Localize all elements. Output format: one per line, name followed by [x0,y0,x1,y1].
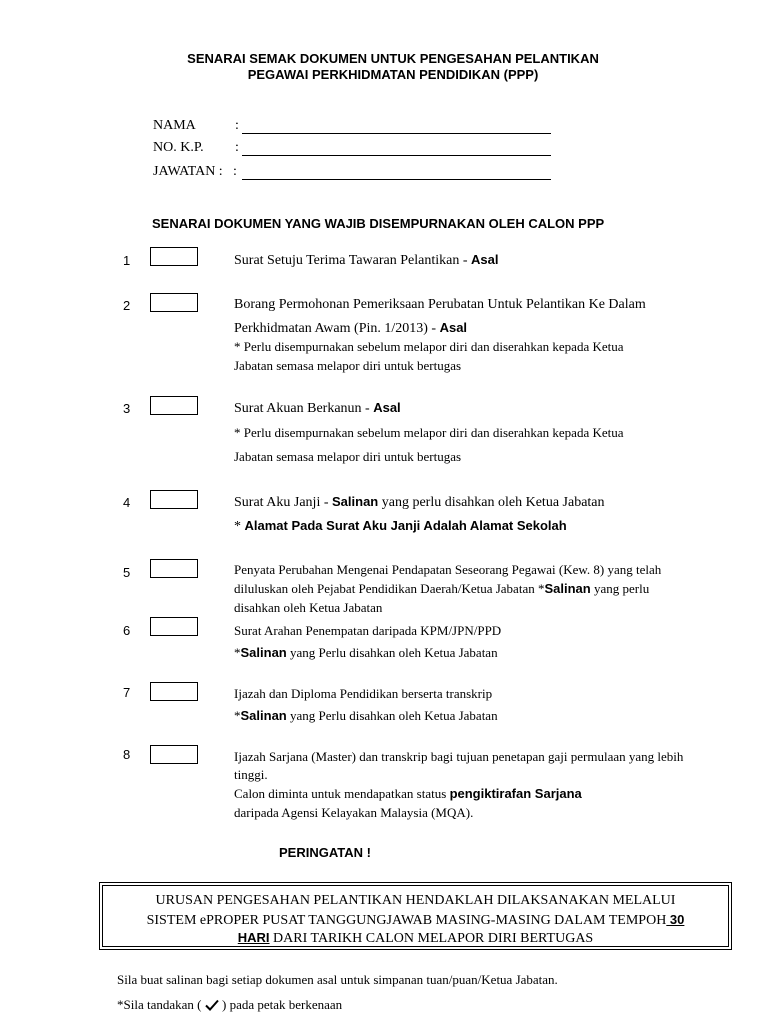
section-title: SENARAI DOKUMEN YANG WAJIB DISEMPURNAKAN OLEH CALON PPP [152,216,605,231]
item-8-checkbox[interactable] [150,745,198,764]
checkmark-icon [205,997,219,1016]
warning-line-2: SISTEM ePROPER PUSAT TANGGUNGJAWAB MASING-MASING DALAM TEMPOH 30 [146,912,685,928]
jawatan-colon: : [233,164,237,179]
item-1-checkbox[interactable] [150,247,198,266]
warning-heading: PERINGATAN ! [279,845,371,860]
item-4-line-1: Surat Aku Janji - Salinan yang perlu disahkan oleh Ketua Jabatan [234,494,605,510]
item-5-line-3: disahkan oleh Ketua Jabatan [234,600,383,615]
item-4-checkbox[interactable] [150,490,198,509]
item-6-line-1: Surat Arahan Penempatan daripada KPM/JPN/PPD [234,623,502,638]
item-7-line-1: Ijazah dan Diploma Pendidikan berserta transkrip [234,686,493,701]
item-2-line-2: Perkhidmatan Awam (Pin. 1/2013) - Asal [234,320,468,336]
jawatan-label: JAWATAN : [153,164,223,179]
item-5-line-1: Penyata Perubahan Mengenai Pendapatan Seseorang Pegawai (Kew. 8) yang telah [234,562,662,577]
warning-line-3: HARI DARI TARIKH CALON MELAPOR DIRI BERTUGAS [237,930,594,946]
item-2-note-2: Jabatan semasa melapor diri untuk bertugas [234,358,462,373]
item-8-number: 8 [123,747,131,762]
item-6-number: 6 [123,623,131,638]
item-6-checkbox[interactable] [150,617,198,636]
item-8-line-3: Calon diminta untuk mendapatkan status pengiktirafan Sarjana [234,786,582,801]
item-2-note-1: * Perlu disempurnakan sebelum melapor diri dan diserahkan kepada Ketua [234,339,624,354]
item-1-text: Surat Setuju Terima Tawaran Pelantikan - Asal [234,252,499,268]
warning-box [99,882,732,950]
item-3-line-1: Surat Akuan Berkanun - Asal [234,400,401,416]
item-3-note-2: Jabatan semasa melapor diri untuk bertugas [234,449,462,464]
nokp-label: NO. K.P. [153,140,204,155]
item-5-line-2: diluluskan oleh Pejabat Pendidikan Daerah/Ketua Jabatan *Salinan yang perlu [234,581,650,596]
item-7-checkbox[interactable] [150,682,198,701]
item-7-line-2: *Salinan yang Perlu disahkan oleh Ketua Jabatan [234,708,498,723]
item-3-note-1: * Perlu disempurnakan sebelum melapor diri dan diserahkan kepada Ketua [234,425,624,440]
title-line-1: SENARAI SEMAK DOKUMEN UNTUK PENGESAHAN PELANTIKAN [187,51,599,66]
item-8-line-1: Ijazah Sarjana (Master) dan transkrip bagi tujuan penetapan gaji permulaan yang lebih [234,749,684,764]
item-5-checkbox[interactable] [150,559,198,578]
item-5-number: 5 [123,565,131,580]
item-7-number: 7 [123,685,131,700]
jawatan-field[interactable] [242,179,551,180]
item-3-number: 3 [123,401,131,416]
item-4-line-2: * Alamat Pada Surat Aku Janji Adalah Alamat Sekolah [234,518,567,534]
item-8-line-2: tinggi. [234,767,268,782]
warning-line-1: URUSAN PENGESAHAN PELANTIKAN HENDAKLAH DILAKSANAKAN MELALUI [155,893,676,908]
item-2-number: 2 [123,298,131,313]
item-2-checkbox[interactable] [150,293,198,312]
item-6-line-2: *Salinan yang Perlu disahkan oleh Ketua Jabatan [234,645,498,660]
title-line-2: PEGAWAI PERKHIDMATAN PENDIDIKAN (PPP) [247,67,539,82]
nama-field[interactable] [242,133,551,134]
footer-note-1: Sila buat salinan bagi setiap dokumen asal untuk simpanan tuan/puan/Ketua Jabatan. [117,972,558,987]
item-3-checkbox[interactable] [150,396,198,415]
nama-colon: : [235,118,239,133]
nokp-colon: : [235,140,239,155]
item-1-number: 1 [123,253,131,268]
footer-note-2: *Sila tandakan ( ) pada petak berkenaan [117,995,342,1016]
item-8-line-4: daripada Agensi Kelayakan Malaysia (MQA). [234,805,474,820]
item-2-line-1: Borang Permohonan Pemeriksaan Perubatan Untuk Pelantikan Ke Dalam [234,297,646,312]
nokp-field[interactable] [242,155,551,156]
item-4-number: 4 [123,495,131,510]
nama-label: NAMA [153,118,196,133]
